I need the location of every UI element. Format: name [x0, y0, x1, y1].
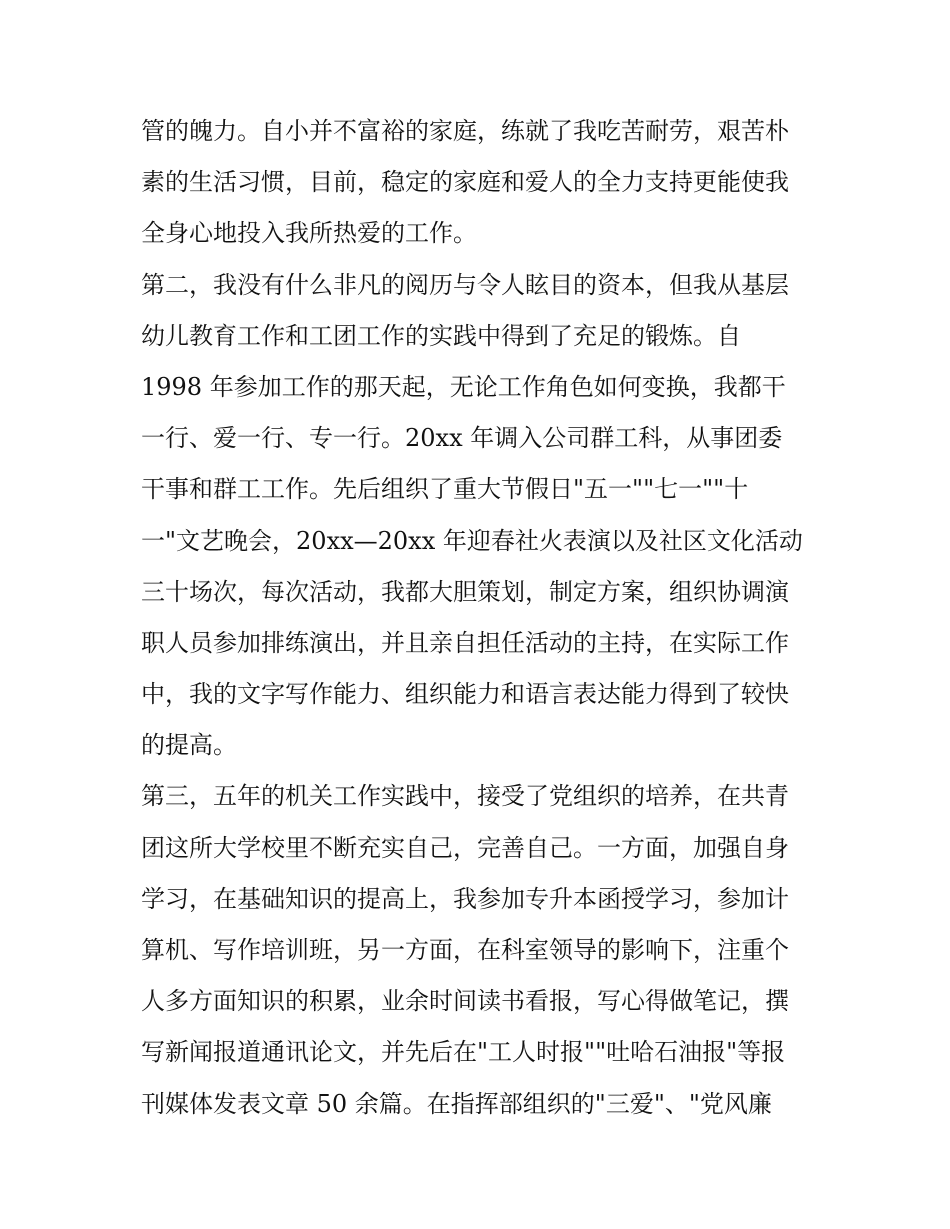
text-line: 第三，五年的机关工作实践中，接受了党组织的培养，在共青: [141, 782, 789, 811]
text-line: 干事和群工工作。先后组织了重大节假日"五一""七一""十: [141, 475, 749, 504]
text-line: 三十场次，每次活动，我都大胆策划，制定方案，组织协调演: [141, 577, 789, 606]
text-line: 第二，我没有什么非凡的阅历与令人眩目的资本，但我从基层: [141, 270, 789, 299]
text-line: 刊媒体发表文章 50 余篇。在指挥部组织的"三爱"、"党风廉: [141, 1089, 772, 1118]
text-line: 的提高。: [141, 731, 237, 760]
text-line: 职人员参加排练演出，并且亲自担任活动的主持，在实际工作: [141, 628, 789, 657]
text-line: 一行、爱一行、专一行。20xx 年调入公司群工科，从事团委: [141, 424, 783, 453]
text-line: 全身心地投入我所热爱的工作。: [141, 219, 477, 248]
text-line: 素的生活习惯，目前，稳定的家庭和爱人的全力支持更能使我: [141, 168, 789, 197]
text-line: 算机、写作培训班，另一方面，在科室领导的影响下，注重个: [141, 936, 789, 964]
text-line: 管的魄力。自小并不富裕的家庭，练就了我吃苦耐劳，艰苦朴: [141, 117, 789, 145]
body-text: [141, 106, 831, 1130]
text-line: 团这所大学校里不断充实自己，完善自己。一方面，加强自身: [141, 833, 789, 862]
text-line: 写新闻报道通讯论文，并先后在"工人时报""吐哈石油报"等报: [141, 1038, 786, 1067]
text-line: 学习，在基础知识的提高上，我参加专升本函授学习，参加计: [141, 884, 789, 913]
text-line: 一"文艺晚会，20xx—20xx 年迎春社火表演以及社区文化活动: [141, 526, 803, 555]
text-line: 人多方面知识的积累，业余时间读书看报，写心得做笔记，撰: [141, 987, 789, 1016]
text-line: 中，我的文字写作能力、组织能力和语言表达能力得到了较快: [141, 680, 789, 709]
text-line: 幼儿教育工作和工团工作的实践中得到了充足的锻炼。自: [141, 321, 741, 350]
text-line: 1998 年参加工作的那天起，无论工作角色如何变换，我都干: [141, 372, 786, 401]
